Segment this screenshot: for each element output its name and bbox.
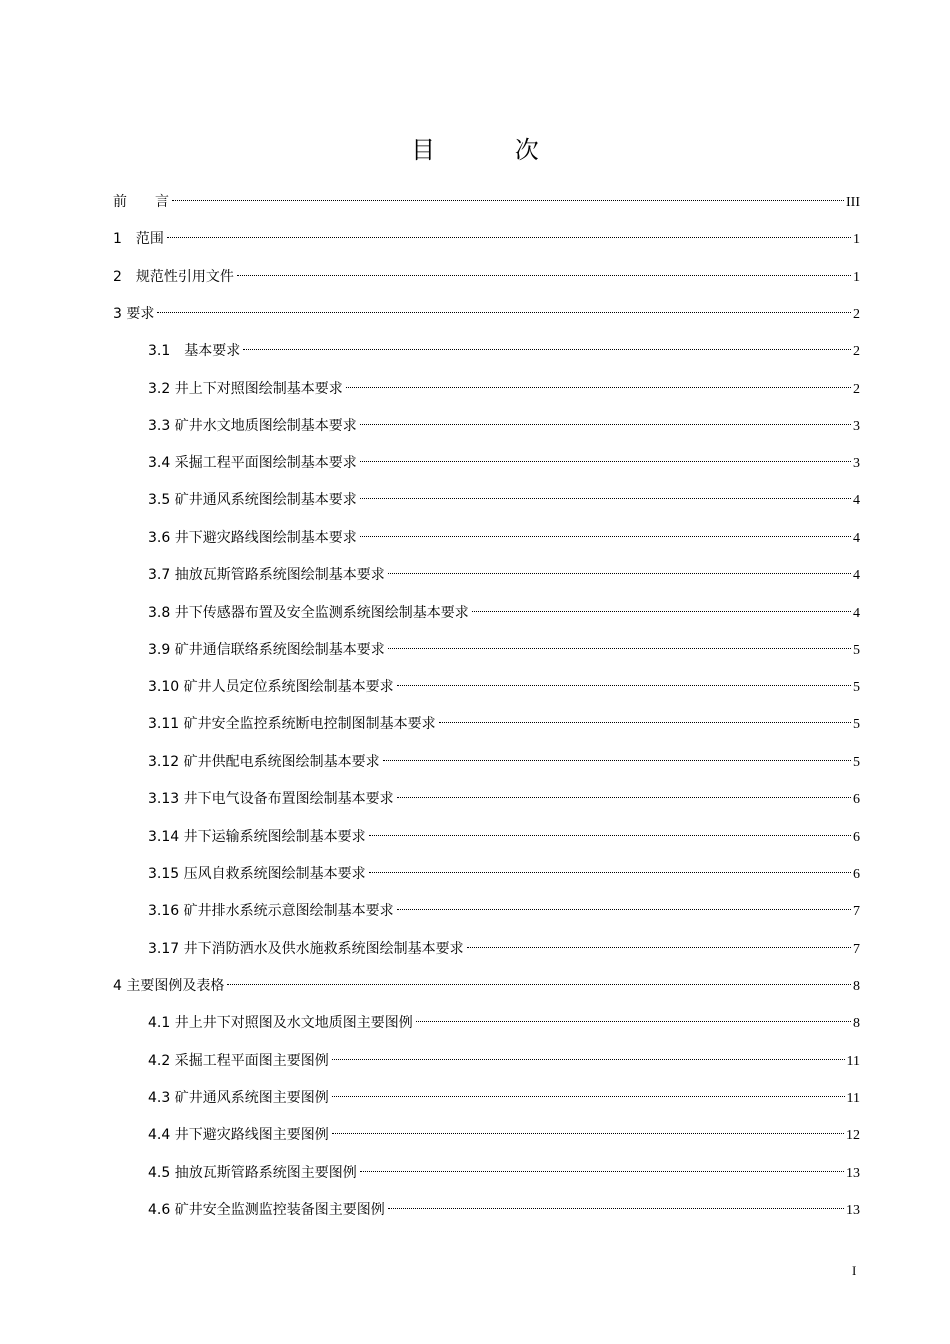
toc-entry-3-14[interactable]: [148, 826, 860, 848]
toc-entry-label: 3.3 矿井水文地质图绘制基本要求: [148, 418, 357, 434]
toc-entry-label: 3.2 井上下对照图绘制基本要求: [148, 381, 343, 397]
toc-entry-label: 4.2 采掘工程平面图主要图例: [148, 1053, 329, 1069]
toc-entry-3-12[interactable]: [148, 751, 860, 773]
dot-leader: [416, 1021, 851, 1022]
dot-leader: [360, 536, 851, 537]
dot-leader: [397, 909, 851, 910]
toc-entry-2[interactable]: [113, 266, 860, 288]
toc-entry-label: 3.12 矿井供配电系统图绘制基本要求: [148, 754, 380, 770]
dot-leader: [332, 1096, 845, 1097]
toc-entry-page: 7: [853, 904, 860, 919]
toc-entry-4-4[interactable]: [148, 1124, 860, 1146]
toc-entry-page: 2: [853, 344, 860, 359]
dot-leader: [397, 797, 851, 798]
toc-entry-page: 4: [853, 606, 860, 621]
toc-entry-3-11[interactable]: [148, 713, 860, 735]
dot-leader: [472, 611, 851, 612]
toc-entry-label: 4.3 矿井通风系统图主要图例: [148, 1090, 329, 1106]
toc-entry-label: 4 主要图例及表格: [113, 978, 225, 994]
toc-entry-label: 3.14 井下运输系统图绘制基本要求: [148, 829, 366, 845]
dot-leader: [360, 461, 851, 462]
toc-entry-preface[interactable]: [113, 191, 860, 213]
dot-leader: [467, 947, 851, 948]
toc-entry-label: 3.10 矿井人员定位系统图绘制基本要求: [148, 679, 394, 695]
dot-leader: [388, 1208, 844, 1209]
toc-entry-4[interactable]: [113, 975, 860, 997]
dot-leader: [227, 984, 851, 985]
toc-entry-3-17[interactable]: [148, 938, 860, 960]
dot-leader: [388, 648, 851, 649]
dot-leader: [383, 760, 851, 761]
toc-entry-page: 6: [853, 830, 860, 845]
toc-entry-4-6[interactable]: [148, 1199, 860, 1221]
toc-entry-3-7[interactable]: [148, 564, 860, 586]
dot-leader: [369, 872, 851, 873]
dot-leader: [346, 387, 851, 388]
toc-entry-label: 3.8 井下传感器布置及安全监测系统图绘制基本要求: [148, 605, 469, 621]
toc-entry-label: 3.7 抽放瓦斯管路系统图绘制基本要求: [148, 567, 385, 583]
dot-leader: [360, 424, 851, 425]
toc-entry-3-5[interactable]: [148, 489, 860, 511]
toc-entry-label: 3.15 压风自救系统图绘制基本要求: [148, 866, 366, 882]
toc-entry-label: 3 要求: [113, 306, 155, 322]
toc-entry-label: 4.1 井上井下对照图及水文地质图主要图例: [148, 1015, 413, 1031]
toc-entry-label: 3.11 矿井安全监控系统断电控制图制基本要求: [148, 716, 436, 732]
toc-entry-page: 1: [853, 270, 860, 285]
toc-entry-label: 3.5 矿井通风系统图绘制基本要求: [148, 492, 357, 508]
page-title: 目 次: [411, 136, 575, 164]
dot-leader: [332, 1059, 845, 1060]
toc-entry-page: 2: [853, 382, 860, 397]
toc-entry-label: 2 规范性引用文件: [113, 269, 234, 285]
dot-leader: [369, 835, 851, 836]
toc-entry-4-1[interactable]: [148, 1012, 860, 1034]
dot-leader: [172, 200, 844, 201]
toc-entry-label: 前 言: [113, 194, 169, 210]
dot-leader: [157, 312, 851, 313]
toc-entry-3-15[interactable]: [148, 863, 860, 885]
toc-entry-page: 11: [846, 1091, 860, 1106]
toc-entry-3-10[interactable]: [148, 676, 860, 698]
toc-entry-3-2[interactable]: [148, 378, 860, 400]
toc-entry-label: 4.6 矿井安全监测监控装备图主要图例: [148, 1202, 385, 1218]
toc-entry-3-13[interactable]: [148, 788, 860, 810]
dot-leader: [388, 573, 851, 574]
toc-entry-label: 3.13 井下电气设备布置图绘制基本要求: [148, 791, 394, 807]
dot-leader: [167, 237, 851, 238]
toc-entry-page: 7: [853, 942, 860, 957]
toc-entry-3-16[interactable]: [148, 900, 860, 922]
toc-entry-4-3[interactable]: [148, 1087, 860, 1109]
toc-entry-page: 13: [846, 1203, 860, 1218]
toc-entry-page: 8: [853, 979, 860, 994]
toc-entry-page: 13: [846, 1166, 860, 1181]
toc-entry-label: 1 范围: [113, 231, 164, 247]
toc-entry-page: 3: [853, 456, 860, 471]
toc-entry-page: 4: [853, 568, 860, 583]
toc-entry-label: 3.1 基本要求: [148, 343, 241, 359]
toc-entry-3-8[interactable]: [148, 602, 860, 624]
toc-entry-label: 4.4 井下避灾路线图主要图例: [148, 1127, 329, 1143]
toc-entry-page: 6: [853, 867, 860, 882]
toc-entry-page: 5: [853, 643, 860, 658]
toc-entry-page: 8: [853, 1016, 860, 1031]
toc-entry-3-4[interactable]: [148, 452, 860, 474]
dot-leader: [360, 1171, 844, 1172]
toc-entry-label: 4.5 抽放瓦斯管路系统图主要图例: [148, 1165, 357, 1181]
toc-entry-4-2[interactable]: [148, 1050, 860, 1072]
toc-entry-3-3[interactable]: [148, 415, 860, 437]
toc-entry-page: 5: [853, 717, 860, 732]
toc-entry-page: 12: [846, 1128, 860, 1143]
toc-entry-page: 5: [853, 680, 860, 695]
toc-entry-page: 1: [853, 232, 860, 247]
toc-entry-label: 3.17 井下消防洒水及供水施救系统图绘制基本要求: [148, 941, 464, 957]
toc-entry-label: 3.16 矿井排水系统示意图绘制基本要求: [148, 903, 394, 919]
toc-entry-page: III: [846, 195, 860, 210]
footer-page-number: I: [852, 1263, 857, 1278]
dot-leader: [243, 349, 851, 350]
toc-entry-label: 3.4 采掘工程平面图绘制基本要求: [148, 455, 357, 471]
dot-leader: [439, 722, 851, 723]
toc-entry-page: 6: [853, 792, 860, 807]
toc-entry-3-9[interactable]: [148, 639, 860, 661]
toc-entry-page: 4: [853, 493, 860, 508]
dot-leader: [360, 498, 851, 499]
toc-entry-3[interactable]: [113, 303, 860, 325]
toc-entry-page: 5: [853, 755, 860, 770]
dot-leader: [332, 1133, 844, 1134]
toc-entry-page: 3: [853, 419, 860, 434]
toc-entry-page: 2: [853, 307, 860, 322]
toc-entry-page: 4: [853, 531, 860, 546]
toc-entry-label: 3.6 井下避灾路线图绘制基本要求: [148, 530, 357, 546]
toc-entry-3-6[interactable]: [148, 527, 860, 549]
toc-entry-3-1[interactable]: [148, 340, 860, 362]
toc-entry-4-5[interactable]: [148, 1162, 860, 1184]
dot-leader: [397, 685, 851, 686]
toc-entry-1[interactable]: [113, 228, 860, 250]
dot-leader: [237, 275, 851, 276]
toc-entry-label: 3.9 矿井通信联络系统图绘制基本要求: [148, 642, 385, 658]
toc-entry-page: 11: [846, 1054, 860, 1069]
